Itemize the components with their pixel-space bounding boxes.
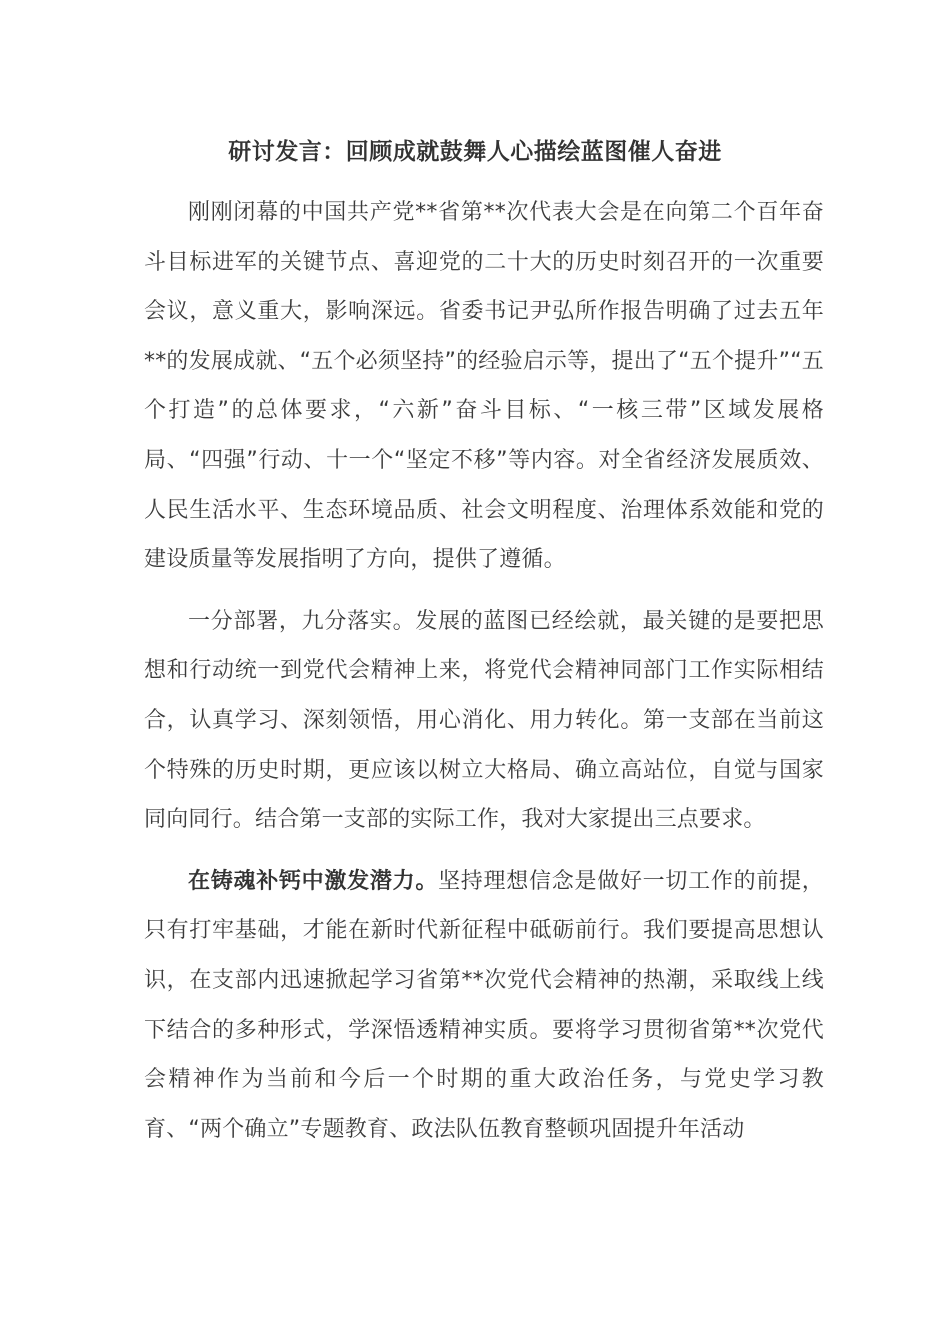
paragraph-1-text: 刚刚闭幕的中国共产党**省第**次代表大会是在向第二个百年奋斗目标进军的关键节点、喜迎党的二十大的历史时刻召开的一次重要会议，意义重大，影响深远。省委书记尹弘所作报告明确了过去五年**的发展成就、“五个必须坚持”的经验启示等，提出了“五个提升”“五个打造”的总体要求，“六新”奋斗目标、“一核三带”区域发展格局、“四强”行动、十一个“坚定不移”等内容。对全省经济发展质效、人民生活水平、生态环境品质、社会文明程度、治理体系效能和党的建设质量等发展指明了方向，提供了遵循。 — [144, 200, 824, 573]
document-title: 研讨发言：回顾成就鼓舞人心描绘蓝图催人奋进 — [228, 139, 722, 165]
paragraph-2-text: 一分部署，九分落实。发展的蓝图已经绘就，最关键的是要把思想和行动统一到党代会精神上来，将党代会精神同部门工作实际相结合，认真学习、深刻领悟，用心消化、用力转化。第一支部在当前这个特殊的历史时期，更应该以树立大格局、确立高站位，自觉与国家同向同行。结合第一支部的实际工作，我对大家提出三点要求。 — [144, 608, 824, 833]
document-body — [144, 188, 824, 1166]
paragraph-3 — [144, 857, 824, 1155]
paragraph-3-lead: 在铸魂补钙中激发潜力。 — [188, 868, 439, 894]
paragraph-3-text: 坚持理想信念是做好一切工作的前提，只有打牢基础，才能在新时代新征程中砥砺前行。我们要提高思想认识，在支部内迅速掀起学习省第**次党代会精神的热潮，采取线上线下结合的多种形式，学深悟透精神实质。要将学习贯彻省第**次党代会精神作为当前和今后一个时期的重大政治任务，与党史学习教育、“两个确立”专题教育、政法队伍教育整顿巩固提升年活动 — [144, 868, 825, 1142]
paragraph-1 — [144, 188, 824, 585]
paragraph-2 — [144, 597, 824, 845]
